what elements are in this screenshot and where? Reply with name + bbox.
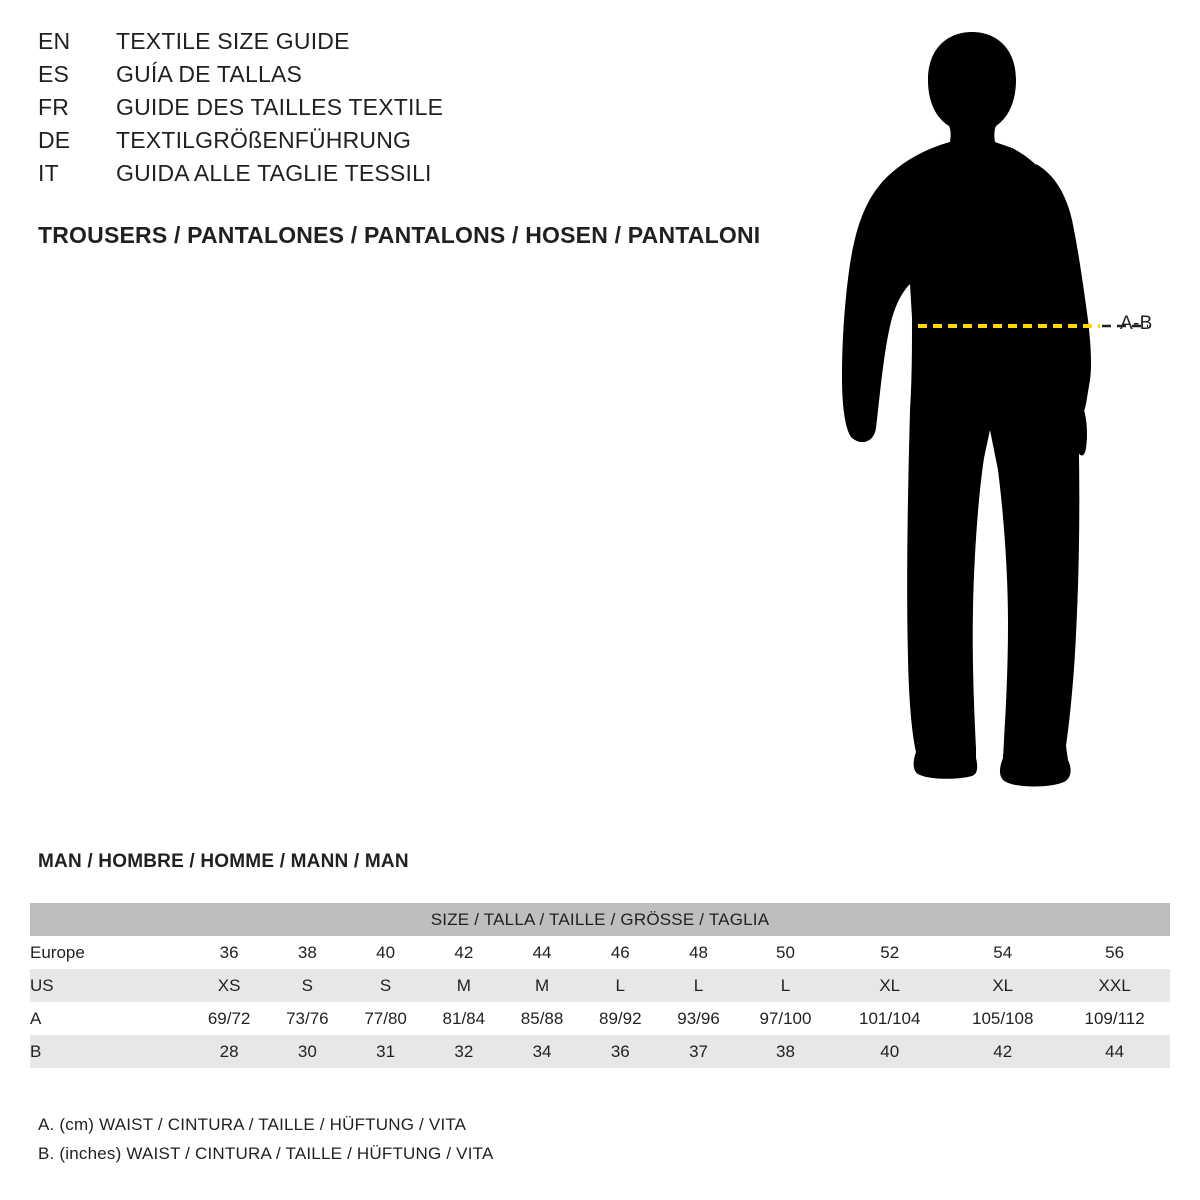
- measure-label-ab: A-B: [1120, 313, 1153, 334]
- language-row-fr: [38, 94, 798, 127]
- cell-a-7: 97/100: [738, 1002, 834, 1035]
- cell-a-9: 105/108: [946, 1002, 1059, 1035]
- cell-a-0: 69/72: [190, 1002, 268, 1035]
- cell-europe-8: 52: [833, 936, 946, 969]
- language-row-de: [38, 127, 798, 160]
- language-row-en: [38, 28, 798, 61]
- cell-us-2: S: [346, 969, 424, 1002]
- footnote-a: A. (cm) WAIST / CINTURA / TAILLE / HÜFTUNG / VITA: [38, 1115, 467, 1134]
- table-row: [30, 936, 1170, 969]
- footnotes: [38, 1110, 494, 1168]
- cell-us-3: M: [425, 969, 503, 1002]
- footnote-b: B. (inches) WAIST / CINTURA / TAILLE / HÜFTUNG / VITA: [38, 1144, 494, 1163]
- table-header-row: [30, 903, 1170, 936]
- cell-b-1: 30: [268, 1035, 346, 1068]
- cell-b-6: 37: [659, 1035, 737, 1068]
- cell-europe-4: 44: [503, 936, 581, 969]
- language-row-es: [38, 61, 798, 94]
- cell-a-2: 77/80: [346, 1002, 424, 1035]
- cell-b-7: 38: [738, 1035, 834, 1068]
- language-code-de: DE: [38, 127, 71, 153]
- man-silhouette-figure: [800, 18, 1200, 808]
- cell-europe-1: 38: [268, 936, 346, 969]
- language-text-es: GUÍA DE TALLAS: [116, 61, 303, 87]
- cell-b-9: 42: [946, 1035, 1059, 1068]
- cell-b-4: 34: [503, 1035, 581, 1068]
- cell-a-10: 109/112: [1059, 1002, 1170, 1035]
- language-code-it: IT: [38, 160, 59, 186]
- cell-a-6: 93/96: [659, 1002, 737, 1035]
- cell-europe-5: 46: [581, 936, 659, 969]
- cell-us-10: XXL: [1059, 969, 1170, 1002]
- cell-us-1: S: [268, 969, 346, 1002]
- row-label-b: B: [30, 1035, 190, 1068]
- cell-europe-0: 36: [190, 936, 268, 969]
- cell-a-1: 73/76: [268, 1002, 346, 1035]
- cell-a-5: 89/92: [581, 1002, 659, 1035]
- cell-b-8: 40: [833, 1035, 946, 1068]
- cell-b-2: 31: [346, 1035, 424, 1068]
- language-code-fr: FR: [38, 94, 70, 120]
- cell-europe-7: 50: [738, 936, 834, 969]
- language-code-es: ES: [38, 61, 70, 87]
- cell-us-5: L: [581, 969, 659, 1002]
- size-table: [30, 903, 1170, 1068]
- language-text-de: TEXTILGRÖßENFÜHRUNG: [116, 127, 412, 153]
- cell-us-7: L: [738, 969, 834, 1002]
- cell-a-3: 81/84: [425, 1002, 503, 1035]
- cell-a-8: 101/104: [833, 1002, 946, 1035]
- table-header-label: SIZE / TALLA / TAILLE / GRÖSSE / TAGLIA: [30, 903, 1170, 936]
- cell-b-10: 44: [1059, 1035, 1170, 1068]
- cell-us-8: XL: [833, 969, 946, 1002]
- cell-b-0: 28: [190, 1035, 268, 1068]
- cell-us-0: XS: [190, 969, 268, 1002]
- row-label-europe: Europe: [30, 936, 190, 969]
- table-section-title: MAN / HOMBRE / HOMME / MANN / MAN: [38, 851, 409, 872]
- garment-type-title: TROUSERS / PANTALONES / PANTALONS / HOSEN / PANTALONI: [38, 222, 761, 248]
- language-text-it: GUIDA ALLE TAGLIE TESSILI: [116, 160, 432, 186]
- cell-b-5: 36: [581, 1035, 659, 1068]
- cell-a-4: 85/88: [503, 1002, 581, 1035]
- cell-europe-2: 40: [346, 936, 424, 969]
- cell-europe-10: 56: [1059, 936, 1170, 969]
- cell-europe-6: 48: [659, 936, 737, 969]
- language-code-en: EN: [38, 28, 71, 54]
- row-label-us: US: [30, 969, 190, 1002]
- language-text-fr: GUIDE DES TAILLES TEXTILE: [116, 94, 444, 120]
- language-row-it: [38, 160, 798, 193]
- table-row: [30, 1035, 1170, 1068]
- row-label-a: A: [30, 1002, 190, 1035]
- language-list: [38, 28, 798, 193]
- language-text-en: TEXTILE SIZE GUIDE: [116, 28, 350, 54]
- cell-us-6: L: [659, 969, 737, 1002]
- cell-b-3: 32: [425, 1035, 503, 1068]
- cell-europe-3: 42: [425, 936, 503, 969]
- cell-us-9: XL: [946, 969, 1059, 1002]
- table-row: [30, 1002, 1170, 1035]
- cell-europe-9: 54: [946, 936, 1059, 969]
- cell-us-4: M: [503, 969, 581, 1002]
- table-row: [30, 969, 1170, 1002]
